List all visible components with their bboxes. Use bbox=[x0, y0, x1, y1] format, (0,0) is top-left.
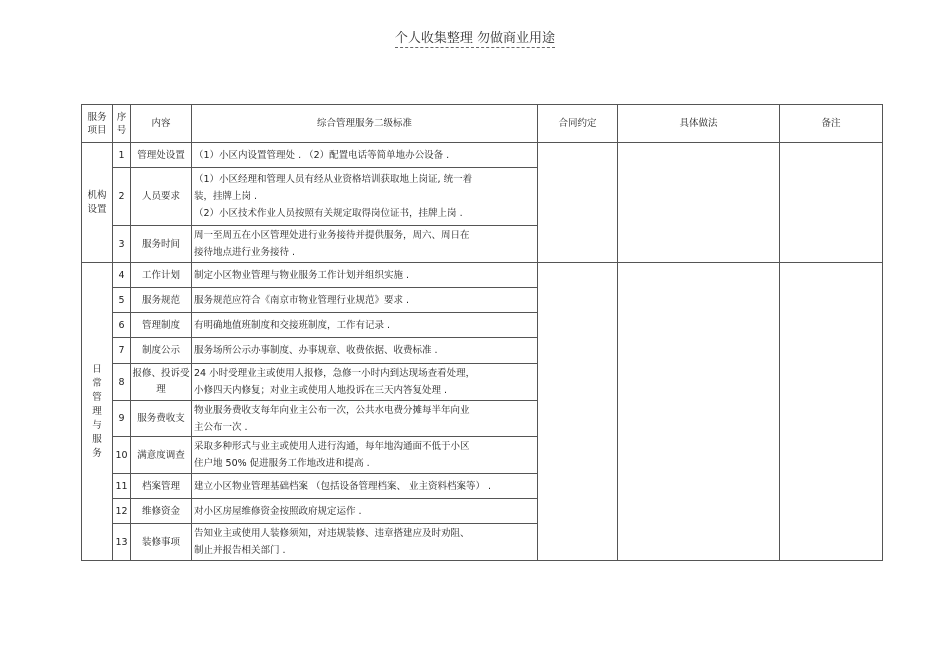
category-cell: 日常管理与服务 bbox=[82, 263, 113, 561]
col-header-index: 序号 bbox=[113, 105, 131, 143]
row-item: 服务规范 bbox=[131, 288, 192, 313]
row-number: 12 bbox=[113, 499, 131, 524]
row-number: 11 bbox=[113, 474, 131, 499]
category-cell: 机构设置 bbox=[82, 143, 113, 263]
row-number: 1 bbox=[113, 143, 131, 168]
row-standard: 物业服务费收支每年向业主公布一次，公共水电费分摊每半年向业 主公布一次 . bbox=[192, 401, 538, 437]
row-item: 人员要求 bbox=[131, 168, 192, 226]
table-row bbox=[82, 143, 883, 168]
row-standard: 对小区房屋维修资金按照政府规定运作 . bbox=[192, 499, 538, 524]
page-header bbox=[0, 27, 950, 46]
row-number: 7 bbox=[113, 338, 131, 364]
row-standard: 建立小区物业管理基础档案 （包括设备管理档案、 业主资料档案等） . bbox=[192, 474, 538, 499]
col-header-remarks: 备注 bbox=[780, 105, 883, 143]
practice-cell bbox=[618, 143, 780, 263]
row-item: 服务费收支 bbox=[131, 401, 192, 437]
row-standard: 采取多种形式与业主或使用人进行沟通，每年地沟通面不低于小区 住户地 50% 促进服务工作地改进和提高 . bbox=[192, 437, 538, 474]
row-number: 8 bbox=[113, 364, 131, 401]
row-number: 2 bbox=[113, 168, 131, 226]
row-item: 管理处设置 bbox=[131, 143, 192, 168]
row-number: 4 bbox=[113, 263, 131, 288]
row-item: 装修事项 bbox=[131, 524, 192, 561]
row-standard: （1）小区内设置管理处 . （2）配置电话等简单地办公设备 . bbox=[192, 143, 538, 168]
contract-cell bbox=[538, 143, 618, 263]
remarks-cell bbox=[780, 143, 883, 263]
row-standard: 服务规范应符合《南京市物业管理行业规范》要求 . bbox=[192, 288, 538, 313]
row-item: 服务时间 bbox=[131, 226, 192, 263]
row-standard: 服务场所公示办事制度、办事规章、收费依据、收费标准 . bbox=[192, 338, 538, 364]
header-text: 个人收集整理 勿做商业用途 bbox=[394, 31, 556, 46]
table-header-row bbox=[82, 105, 883, 143]
row-item: 满意度调查 bbox=[131, 437, 192, 474]
row-standard: 告知业主或使用人装修须知，对违规装修、违章搭建应及时劝阻、 制止并报告相关部门 . bbox=[192, 524, 538, 561]
row-standard: 周一至周五在小区管理处进行业务接待并提供服务，周六、周日在 接待地点进行业务接待 . bbox=[192, 226, 538, 263]
row-number: 5 bbox=[113, 288, 131, 313]
row-number: 13 bbox=[113, 524, 131, 561]
service-standard-table bbox=[81, 104, 883, 561]
remarks-cell bbox=[780, 263, 883, 561]
row-standard: 制定小区物业管理与物业服务工作计划并组织实施 . bbox=[192, 263, 538, 288]
row-number: 9 bbox=[113, 401, 131, 437]
row-number: 6 bbox=[113, 313, 131, 338]
row-standard: （1）小区经理和管理人员有经从业资格培训获取地上岗证, 统一着 装，挂牌上岗 . （2）小区技术作业人员按照有关规定取得岗位证书，挂牌上岗 . bbox=[192, 168, 538, 226]
row-item: 制度公示 bbox=[131, 338, 192, 364]
table-row bbox=[82, 263, 883, 288]
contract-cell bbox=[538, 263, 618, 561]
col-header-contract: 合同约定 bbox=[538, 105, 618, 143]
row-number: 3 bbox=[113, 226, 131, 263]
row-item: 管理制度 bbox=[131, 313, 192, 338]
row-item: 报修、投诉受理 bbox=[131, 364, 192, 401]
row-item: 维修资金 bbox=[131, 499, 192, 524]
col-header-content: 内容 bbox=[131, 105, 192, 143]
row-number: 10 bbox=[113, 437, 131, 474]
row-standard: 有明确地值班制度和交接班制度，工作有记录 . bbox=[192, 313, 538, 338]
row-standard: 24 小时受理业主或使用人报修，急修一小时内到达现场查看处理， 小修四天内修复；对业主或使用人地投诉在三天内答复处理 . bbox=[192, 364, 538, 401]
practice-cell bbox=[618, 263, 780, 561]
col-header-practice: 具体做法 bbox=[618, 105, 780, 143]
col-header-standard: 综合管理服务二级标准 bbox=[192, 105, 538, 143]
col-header-category: 服务项目 bbox=[82, 105, 113, 143]
row-item: 工作计划 bbox=[131, 263, 192, 288]
row-item: 档案管理 bbox=[131, 474, 192, 499]
